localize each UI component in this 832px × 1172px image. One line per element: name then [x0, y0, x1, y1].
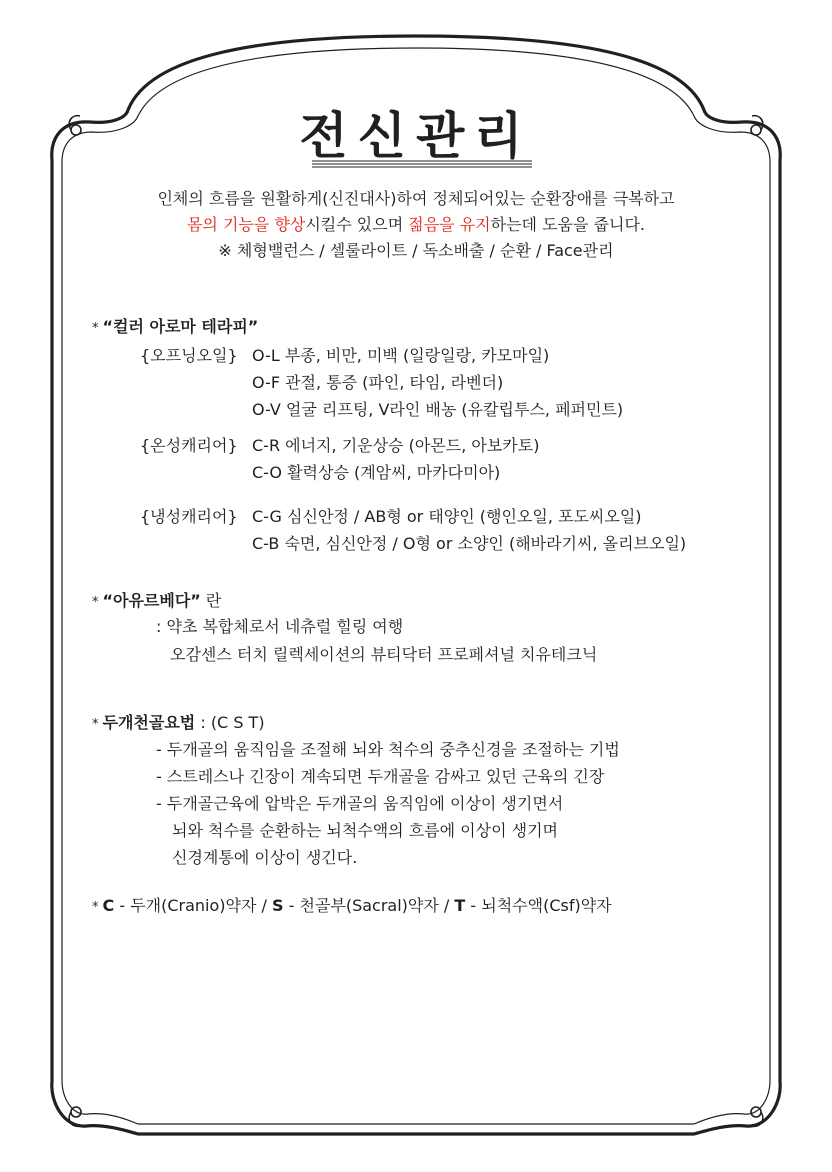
cst-title: 두개천골요법: [102, 713, 196, 732]
intro-line-1: 인체의 흐름을 원활하게(신진대사)하여 정체되어있는 순환장애를 극복하고: [157, 189, 675, 208]
highlight-youth: 젊음을 유지: [408, 215, 491, 234]
cst-line: 뇌와 척수를 순환하는 뇌척수액의 흐름에 이상이 생기며: [172, 821, 559, 840]
highlight-function: 몸의 기능을 향상: [186, 215, 306, 234]
intro-text: 시킬수 있으며: [305, 215, 409, 234]
aroma-item: C-R 에너지, 기운상승 (아몬드, 아보카토): [252, 436, 540, 455]
abbr-text: - 두개(Cranio)약자 /: [114, 896, 272, 915]
aroma-item: O-V 얼굴 리프팅, V라인 배농 (유칼립투스, 페퍼민트): [252, 400, 624, 419]
aroma-title: “컬러 아로마 테라피”: [102, 317, 259, 336]
ayurveda-heading: [92, 588, 221, 611]
cst-line: - 두개골의 움직임을 조절해 뇌와 척수의 중추신경을 조절하는 기법: [156, 740, 620, 759]
ayurveda-suffix: 란: [200, 591, 222, 610]
intro-line-2: [0, 212, 832, 238]
bullet: *: [92, 900, 99, 915]
cst-abbreviation-note: [92, 893, 612, 916]
bullet: *: [92, 717, 99, 732]
group-label-warm: {온성캐리어}: [140, 436, 238, 455]
aroma-item: C-O 활력상승 (계암씨, 마카다미아): [252, 463, 501, 482]
cst-line: 신경계통에 이상이 생긴다.: [172, 848, 358, 867]
cst-heading: [92, 710, 265, 733]
bullet: *: [92, 595, 99, 610]
cst-line: - 스트레스나 긴장이 계속되면 두개골을 감싸고 있던 근육의 긴장: [156, 767, 605, 786]
abbr-letter: C: [102, 896, 115, 915]
aroma-item: C-G 심신안정 / AB형 or 태양인 (행인오일, 포도씨오일): [252, 507, 642, 526]
bullet: *: [92, 321, 99, 336]
group-label-opening: {오프닝오일}: [140, 346, 238, 365]
ayurveda-title: “아유르베다”: [102, 591, 201, 610]
cst-suffix: : (C S T): [195, 713, 265, 732]
ayurveda-line: 오감센스 터치 릴렉세이션의 뷰티닥터 프로페셔널 치유테크닉: [170, 645, 598, 664]
ayurveda-line: : 약초 복합체로서 네츄럴 힐링 여행: [156, 617, 404, 636]
abbr-letter: S: [272, 896, 284, 915]
abbr-text: - 천골부(Sacral)약자 /: [283, 896, 455, 915]
intro-text: 하는데 도움을 줍니다.: [490, 215, 646, 234]
aroma-item: O-L 부종, 비만, 미백 (일랑일랑, 카모마일): [252, 346, 550, 365]
aroma-item: C-B 숙면, 심신안정 / O형 or 소양인 (해바라기씨, 올리브오일): [252, 534, 687, 553]
cst-line: - 두개골근육에 압박은 두개골의 움직임에 이상이 생기면서: [156, 794, 564, 813]
group-label-cool: {냉성캐리어}: [140, 507, 238, 526]
aroma-item: O-F 관절, 통증 (파인, 타임, 라벤더): [252, 373, 504, 392]
intro-paragraph: [0, 186, 832, 264]
abbr-letter: T: [454, 896, 466, 915]
page-title: 전신관리: [299, 107, 533, 165]
abbr-text: - 뇌척수액(Csf)약자: [465, 896, 612, 915]
intro-line-3: ※ 체형밸런스 / 셀룰라이트 / 독소배출 / 순환 / Face관리: [218, 241, 614, 260]
aroma-heading: [92, 314, 258, 337]
